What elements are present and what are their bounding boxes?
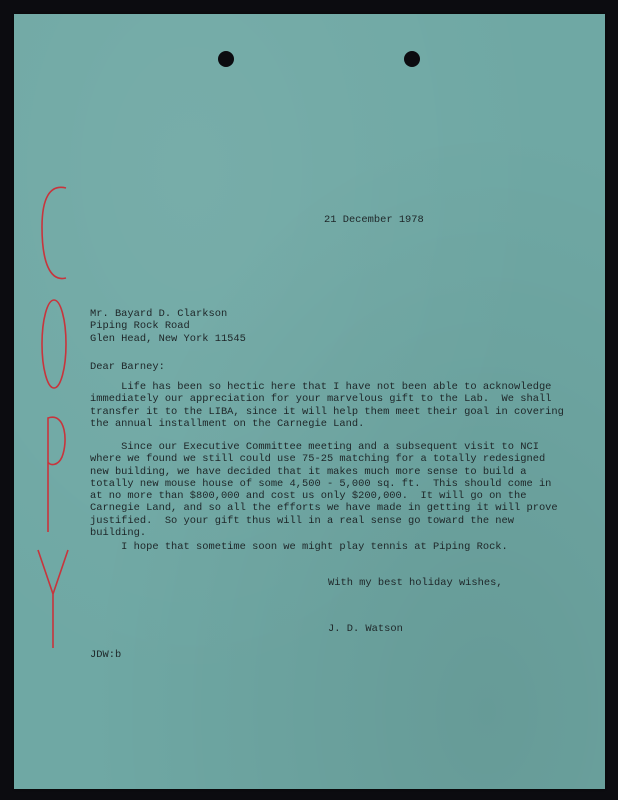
signature-name: J. D. Watson <box>328 623 403 635</box>
reference-initials: JDW:b <box>90 649 122 661</box>
address-line: Mr. Bayard D. Clarkson <box>90 308 228 320</box>
closing: With my best holiday wishes, <box>328 577 503 589</box>
body-paragraph: I hope that sometime soon we might play tennis at Piping Rock. <box>90 541 508 553</box>
punch-hole <box>404 51 420 67</box>
letter-sheet <box>14 14 605 789</box>
salutation: Dear Barney: <box>90 361 165 373</box>
letter-date: 21 December 1978 <box>324 214 424 226</box>
body-paragraph: Since our Executive Committee meeting and a subsequent visit to NCI where we found we still could use 75-25 matching for a totally redesigned new building, we have decided that it makes much more sense to build a totally new mouse house of some 4,500 - 5,000 sq. ft. This should come in at no more than $800,000 and cost us only $200,000. It will go on the Carnegie Land, and so all the efforts we have made in getting it will prove justified. So your gift thus will in a real sense go toward the new building. <box>90 441 558 540</box>
body-paragraph: Life has been so hectic here that I have not been able to acknowledge immediately our appreciation for your marvelous gift to the Lab. We shall transfer it to the LIBA, since it will help them meet their goal in covering the annual installment on the Carnegie Land. <box>90 381 564 430</box>
recipient-address <box>90 308 246 345</box>
copy-stamp-icon <box>36 182 76 652</box>
address-line: Glen Head, New York 11545 <box>90 332 246 345</box>
address-line: Piping Rock Road <box>90 320 190 333</box>
punch-hole <box>218 51 234 67</box>
